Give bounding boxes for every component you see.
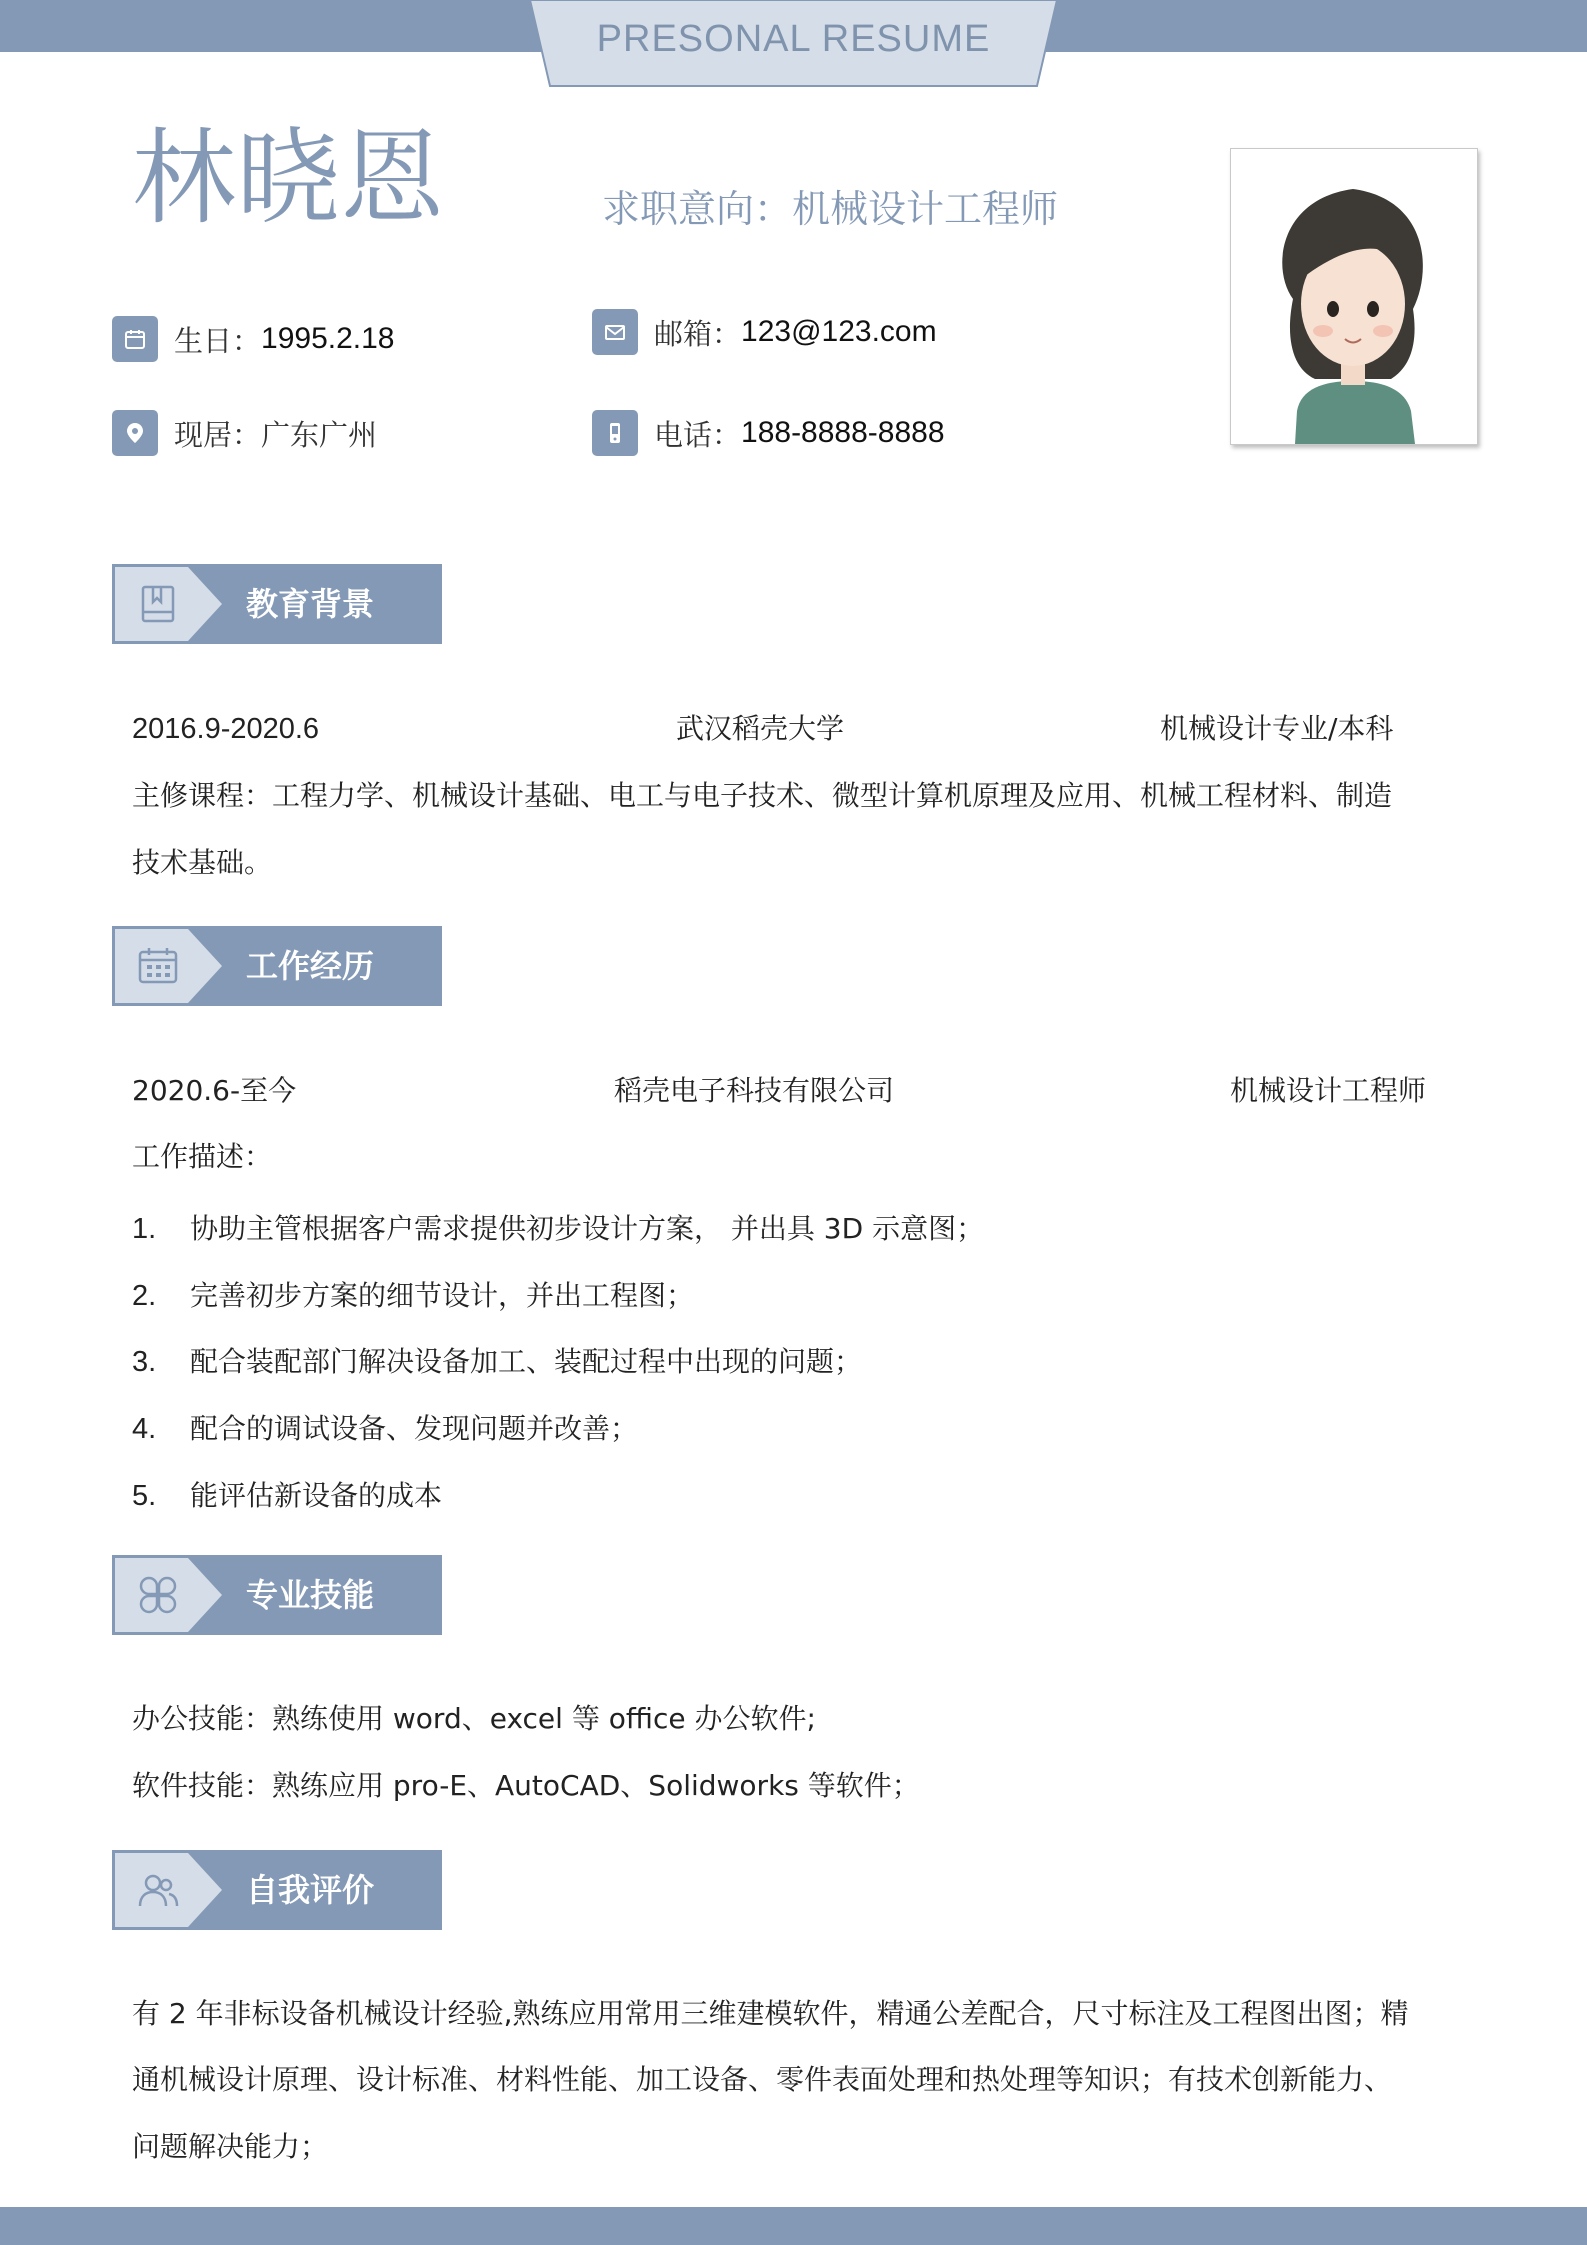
section-header-education xyxy=(112,564,442,644)
email-row xyxy=(592,309,937,355)
education-major: 机械设计专业/本科 xyxy=(1160,712,1394,745)
job-intent: 求职意向：机械设计工程师 xyxy=(602,187,1059,231)
location-label: 现居： xyxy=(174,417,262,452)
email-label: 邮箱： xyxy=(654,316,742,351)
self-eval-line1: 有 2 年非标设备机械设计经验,熟练应用常用三维建模软件，精通公差配合，尺寸标注及工程图出图；精 xyxy=(132,1997,1409,2030)
work-desc-item: 1. 协助主管根据客户需求提供初步设计方案， 并出具 3D 示意图； xyxy=(132,1212,985,1245)
phone-icon xyxy=(592,410,638,456)
location-row xyxy=(112,410,377,456)
birthday-label: 生日： xyxy=(174,323,262,358)
phone-row xyxy=(592,410,945,456)
education-school: 武汉稻壳大学 xyxy=(676,712,845,745)
work-desc-item: 3. 配合装配部门解决设备加工、装配过程中出现的问题； xyxy=(132,1345,863,1378)
location-value: 广东广州 xyxy=(261,417,378,452)
candidate-name: 林晓恩 xyxy=(132,117,445,239)
work-desc-item: 2. 完善初步方案的细节设计，并出工程图； xyxy=(132,1279,695,1312)
education-period: 2016.9-2020.6 xyxy=(132,713,320,745)
mail-icon xyxy=(592,309,638,355)
calendar-grid-icon xyxy=(136,944,180,988)
section-header-self xyxy=(112,1850,442,1930)
clover-icon xyxy=(136,1573,180,1617)
work-desc-label: 工作描述： xyxy=(132,1140,273,1173)
section-title-skills: 专业技能 xyxy=(246,1576,375,1614)
header-tab xyxy=(530,0,1057,89)
book-icon xyxy=(136,582,180,626)
people-icon xyxy=(136,1868,180,1912)
calendar-icon xyxy=(112,316,158,362)
section-title-education: 教育背景 xyxy=(246,585,375,623)
avatar xyxy=(1230,148,1478,445)
location-pin-icon xyxy=(112,410,158,456)
section-header-work xyxy=(112,926,442,1006)
education-courses-line1: 主修课程：工程力学、机械设计基础、电工与电子技术、微型计算机原理及应用、机械工程材料、制造 xyxy=(132,779,1393,812)
self-eval-line3: 问题解决能力； xyxy=(132,2130,329,2163)
phone-value: 188-8888-8888 xyxy=(741,416,945,449)
work-desc-item: 4. 配合的调试设备、发现问题并改善； xyxy=(132,1412,639,1445)
section-title-work: 工作经历 xyxy=(246,947,375,985)
phone-label: 电话： xyxy=(654,417,742,452)
section-header-skills xyxy=(112,1555,442,1635)
education-courses-line2: 技术基础。 xyxy=(132,846,273,879)
work-company: 稻壳电子科技有限公司 xyxy=(614,1074,895,1107)
birthday-row xyxy=(112,316,394,362)
email-value: 123@123.com xyxy=(741,315,937,348)
section-title-self: 自我评价 xyxy=(246,1871,375,1909)
work-desc-item: 5. 能评估新设备的成本 xyxy=(132,1479,443,1512)
birthday-value: 1995.2.18 xyxy=(261,322,395,355)
work-period: 2020.6-至今 xyxy=(132,1074,297,1107)
work-position: 机械设计工程师 xyxy=(1230,1074,1427,1107)
skills-software: 软件技能：熟练应用 pro-E、AutoCAD、Solidworks 等软件； xyxy=(132,1769,920,1802)
self-eval-line2: 通机械设计原理、设计标准、材料性能、加工设备、零件表面处理和热处理等知识；有技术创新能力、 xyxy=(132,2063,1393,2096)
header-tab-title: PRESONAL RESUME xyxy=(596,18,991,60)
bottom-accent-bar xyxy=(0,2207,1587,2245)
skills-office: 办公技能：熟练使用 word、excel 等 office 办公软件; xyxy=(132,1702,816,1735)
